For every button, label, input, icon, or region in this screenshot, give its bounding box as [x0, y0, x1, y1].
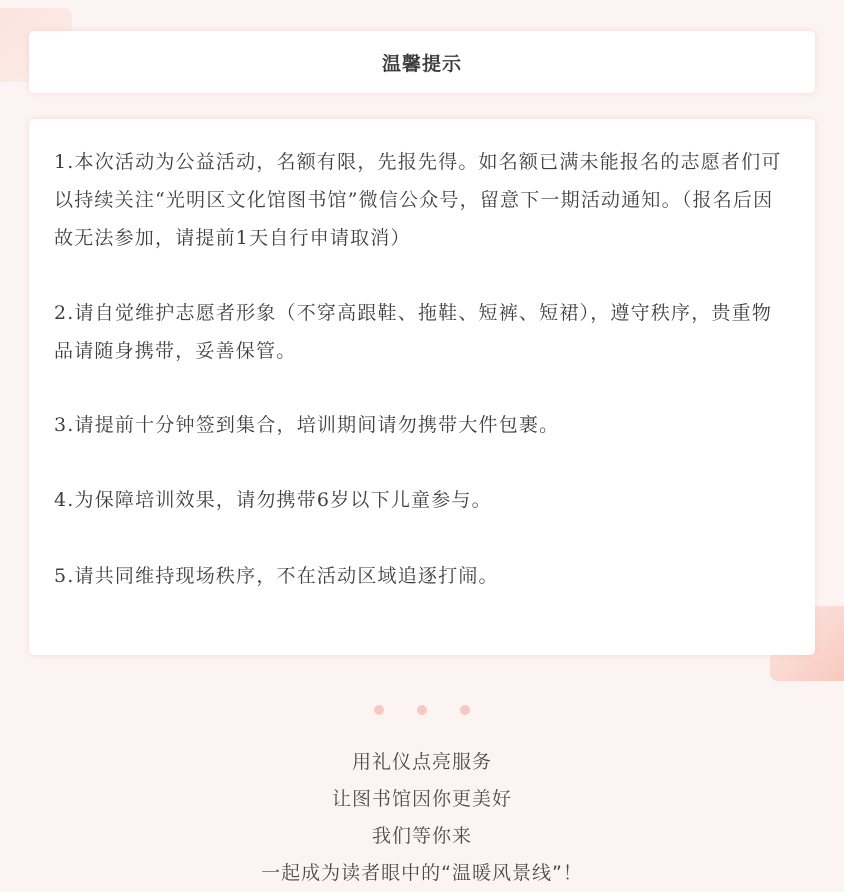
notice-card	[29, 119, 815, 655]
notice-item-3: 3.请提前十分钟签到集合，培训期间请勿携带大件包裹。	[54, 414, 560, 436]
closing-line-1: 用礼仪点亮服务	[351, 751, 492, 773]
page-title: 温馨提示	[381, 52, 462, 75]
dot-icon	[374, 705, 384, 715]
dot-icon	[460, 705, 470, 715]
notice-item-1: 1.本次活动为公益活动，名额有限，先报先得。如名额已满未能报名的志愿者们可以持续关注“光明区文化馆图书馆”微信公众号，留意下一期活动通知。（报名后因故无法参加，请提前1天自行申请取消）	[54, 151, 782, 249]
closing-line-2: 让图书馆因你更美好	[331, 788, 512, 810]
closing-line-4: 一起成为读者眼中的“温暖风景线”！	[261, 862, 583, 884]
title-card	[29, 31, 815, 93]
notice-item-5: 5.请共同维持现场秩序，不在活动区域追逐打闹。	[54, 565, 499, 587]
notice-item-2: 2.请自觉维护志愿者形象（不穿高跟鞋、拖鞋、短裤、短裙），遵守秩序，贵重物品请随身携带，妥善保管。	[54, 302, 773, 362]
closing-line-3: 我们等你来	[371, 825, 472, 847]
decorative-dots	[0, 705, 844, 715]
notice-item-4: 4.为保障培训效果，请勿携带6岁以下儿童参与。	[54, 489, 492, 511]
closing-message	[0, 744, 844, 892]
dot-icon	[417, 705, 427, 715]
